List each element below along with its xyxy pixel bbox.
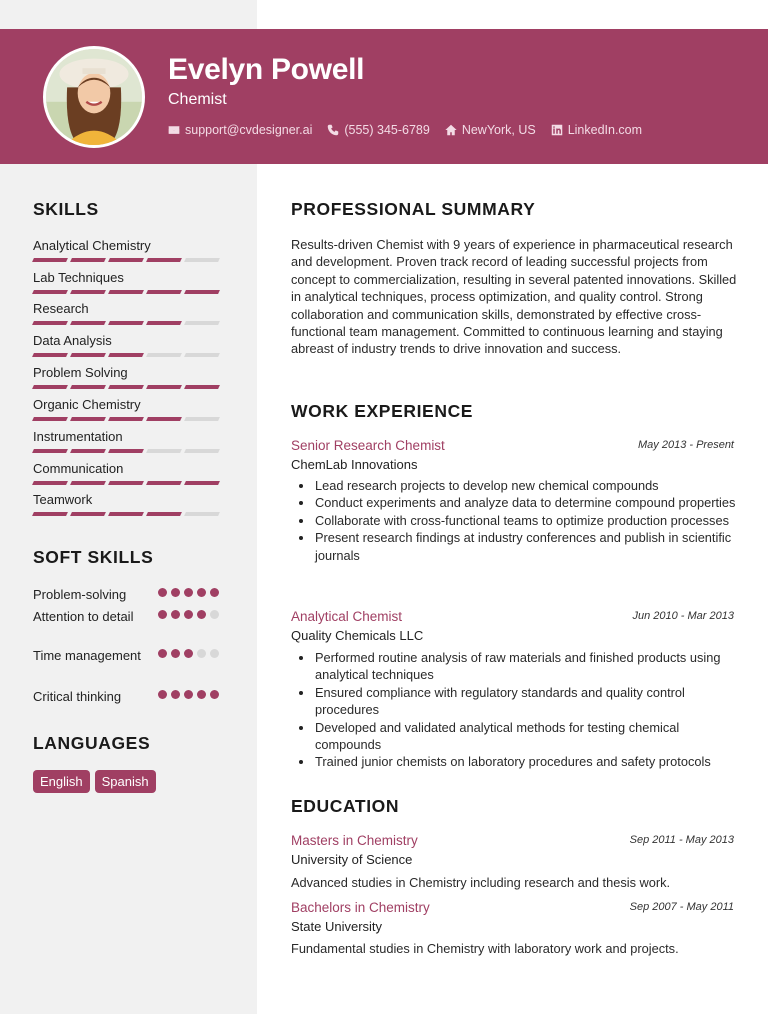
contact-email[interactable] — [168, 123, 312, 137]
education-entry — [291, 833, 734, 867]
job-entry — [291, 438, 734, 472]
bullet-item: Conduct experiments and analyze data to determine compound properties — [315, 494, 740, 511]
skill-name: Problem Solving — [33, 365, 128, 380]
rating-dot — [171, 588, 180, 597]
skill-level-segment — [108, 321, 144, 325]
skill-level-segment — [32, 385, 68, 389]
degree-title: Masters in Chemistry — [291, 833, 418, 848]
bullet-item: Performed routine analysis of raw materials and finished products using analytical techniques — [315, 649, 740, 684]
skill-level-segment — [32, 258, 68, 262]
skill-level-segment — [70, 290, 106, 294]
skill-level-bar — [33, 449, 223, 453]
skill-level-segment — [184, 290, 220, 294]
soft-skill-name: Time management — [33, 648, 141, 663]
languages-heading: LANGUAGES — [33, 733, 151, 753]
skill-name: Teamwork — [33, 492, 93, 507]
skill-name: Analytical Chemistry — [33, 238, 151, 253]
rating-dot — [184, 690, 193, 699]
skill-level-segment — [184, 385, 220, 389]
skill-item — [33, 461, 223, 485]
rating-dot — [197, 649, 206, 658]
soft-skill-rating — [158, 588, 223, 597]
skill-level-segment — [32, 321, 68, 325]
skill-name: Lab Techniques — [33, 270, 124, 285]
skill-level-bar — [33, 417, 223, 421]
soft-skill-item — [33, 647, 223, 665]
bullet-item: Ensured compliance with regulatory standards and quality control procedures — [315, 684, 740, 719]
skill-level-segment — [70, 353, 106, 357]
phone-icon — [327, 124, 339, 136]
job-role: Senior Research Chemist — [291, 438, 445, 453]
job-role: Analytical Chemist — [291, 609, 403, 624]
rating-dot — [184, 649, 193, 658]
skill-level-segment — [108, 290, 144, 294]
skill-item — [33, 270, 223, 294]
skill-item — [33, 429, 223, 453]
skill-level-bar — [33, 321, 223, 325]
job-entry — [291, 609, 734, 643]
skill-level-segment — [146, 512, 182, 516]
education-description: Advanced studies in Chemistry including research and thesis work. — [291, 875, 671, 890]
skill-level-segment — [146, 417, 182, 421]
skill-level-segment — [108, 353, 144, 357]
home-icon — [445, 124, 457, 136]
rating-dot — [184, 610, 193, 619]
soft-skill-item — [33, 608, 223, 626]
skill-level-segment — [146, 290, 182, 294]
skill-level-segment — [184, 417, 220, 421]
skill-level-segment — [184, 321, 220, 325]
skill-level-bar — [33, 290, 223, 294]
contact-location-text: NewYork, US — [461, 123, 536, 137]
soft-skill-name: Attention to detail — [33, 609, 134, 624]
summary-heading: PROFESSIONAL SUMMARY — [291, 199, 536, 219]
skill-level-segment — [108, 385, 144, 389]
skill-level-segment — [70, 449, 106, 453]
school-name: State University — [291, 919, 383, 934]
soft-skill-item — [33, 586, 223, 604]
contact-phone-text: (555) 345-6789 — [344, 123, 430, 137]
soft-skill-rating — [158, 690, 223, 699]
rating-dot — [197, 610, 206, 619]
rating-dot — [210, 649, 219, 658]
soft-skill-rating — [158, 610, 223, 619]
bullet-item: Collaborate with cross-functional teams to optimize production processes — [315, 512, 740, 529]
skill-item — [33, 397, 223, 421]
education-date: Sep 2011 - May 2013 — [629, 834, 734, 846]
skill-name: Communication — [33, 461, 124, 476]
rating-dot — [158, 610, 167, 619]
skill-level-segment — [108, 481, 144, 485]
skill-level-segment — [184, 512, 220, 516]
skill-level-segment — [184, 449, 220, 453]
skill-item — [33, 492, 223, 516]
bullet-item: Present research findings at industry conferences and publish in scientific journals — [315, 529, 740, 564]
degree-title: Bachelors in Chemistry — [291, 900, 430, 915]
skill-name: Instrumentation — [33, 429, 123, 444]
experience-heading: WORK EXPERIENCE — [291, 401, 474, 421]
education-heading: EDUCATION — [291, 796, 400, 816]
contact-list — [168, 123, 657, 137]
skills-heading: SKILLS — [33, 199, 99, 219]
rating-dot — [171, 610, 180, 619]
contact-linkedin[interactable] — [551, 123, 642, 137]
rating-dot — [171, 649, 180, 658]
skill-level-segment — [146, 353, 182, 357]
skill-level-segment — [70, 321, 106, 325]
rating-dot — [184, 588, 193, 597]
skill-level-segment — [184, 258, 220, 262]
soft-skills-heading: SOFT SKILLS — [33, 547, 154, 567]
skill-level-segment — [70, 258, 106, 262]
skill-level-segment — [32, 290, 68, 294]
soft-skill-name: Critical thinking — [33, 689, 122, 704]
job-date: Jun 2010 - Mar 2013 — [632, 610, 734, 622]
skill-item — [33, 365, 223, 389]
skill-level-bar — [33, 258, 223, 262]
language-badge: Spanish — [95, 770, 156, 793]
skill-level-segment — [146, 258, 182, 262]
skill-level-bar — [33, 353, 223, 357]
skill-level-segment — [32, 449, 68, 453]
skill-level-segment — [184, 353, 220, 357]
education-description: Fundamental studies in Chemistry with laboratory work and projects. — [291, 941, 679, 956]
skill-level-segment — [146, 481, 182, 485]
rating-dot — [197, 690, 206, 699]
skill-level-segment — [70, 385, 106, 389]
skill-level-segment — [32, 481, 68, 485]
rating-dot — [210, 690, 219, 699]
job-bullets — [315, 649, 740, 771]
candidate-name: Evelyn Powell — [168, 53, 365, 86]
education-entry — [291, 900, 734, 934]
bullet-item: Lead research projects to develop new chemical compounds — [315, 477, 740, 494]
job-company: ChemLab Innovations — [291, 457, 418, 472]
rating-dot — [210, 610, 219, 619]
rating-dot — [197, 588, 206, 597]
skill-name: Research — [33, 301, 89, 316]
skill-level-segment — [32, 417, 68, 421]
contact-linkedin-text: LinkedIn.com — [567, 123, 643, 137]
language-badge: English — [33, 770, 90, 793]
skill-item — [33, 238, 223, 262]
soft-skill-name: Problem-solving — [33, 587, 127, 602]
job-date: May 2013 - Present — [638, 439, 734, 451]
education-date: Sep 2007 - May 2011 — [629, 901, 734, 913]
skill-level-segment — [70, 481, 106, 485]
contact-location — [445, 123, 536, 137]
skill-level-segment — [32, 353, 68, 357]
skill-level-bar — [33, 385, 223, 389]
bullet-item: Trained junior chemists on laboratory procedures and safety protocols — [315, 753, 740, 770]
job-bullets — [315, 477, 740, 564]
linkedin-icon — [551, 124, 563, 136]
skill-level-bar — [33, 512, 223, 516]
skill-level-segment — [146, 321, 182, 325]
skill-level-segment — [108, 449, 144, 453]
skill-item — [33, 333, 223, 357]
profile-photo — [46, 49, 142, 145]
contact-phone[interactable] — [327, 123, 429, 137]
soft-skill-item — [33, 688, 223, 706]
contact-email-text: support@cvdesigner.ai — [185, 123, 313, 137]
skill-level-segment — [146, 385, 182, 389]
envelope-icon — [168, 124, 180, 136]
skill-name: Data Analysis — [33, 333, 112, 348]
school-name: University of Science — [291, 852, 413, 867]
rating-dot — [210, 588, 219, 597]
soft-skill-rating — [158, 649, 223, 658]
rating-dot — [158, 588, 167, 597]
job-company: Quality Chemicals LLC — [291, 628, 424, 643]
skill-level-bar — [33, 481, 223, 485]
skill-level-segment — [70, 417, 106, 421]
skill-item — [33, 301, 223, 325]
summary-text: Results-driven Chemist with 9 years of experience in pharmaceutical research and development. Proven track record of leading successful projects from concept to commercialization, resulting in several patented innovations. Skilled in analytical techniques, process optimization, and quality control. Strong collaboration and communication skills, demonstrated by effective cross-functional team management. Committed to continuous learning and staying abreast of industry trends to drive innovation and success. — [291, 237, 737, 357]
skill-name: Organic Chemistry — [33, 397, 141, 412]
rating-dot — [171, 690, 180, 699]
languages-list — [33, 770, 161, 793]
skill-level-segment — [32, 512, 68, 516]
skill-level-segment — [108, 512, 144, 516]
skill-level-segment — [184, 481, 220, 485]
rating-dot — [158, 690, 167, 699]
avatar — [43, 46, 145, 148]
skill-level-segment — [108, 258, 144, 262]
candidate-title: Chemist — [168, 91, 227, 108]
rating-dot — [158, 649, 167, 658]
bullet-item: Developed and validated analytical methods for testing chemical compounds — [315, 719, 740, 754]
skill-level-segment — [146, 449, 182, 453]
skill-level-segment — [70, 512, 106, 516]
skill-level-segment — [108, 417, 144, 421]
